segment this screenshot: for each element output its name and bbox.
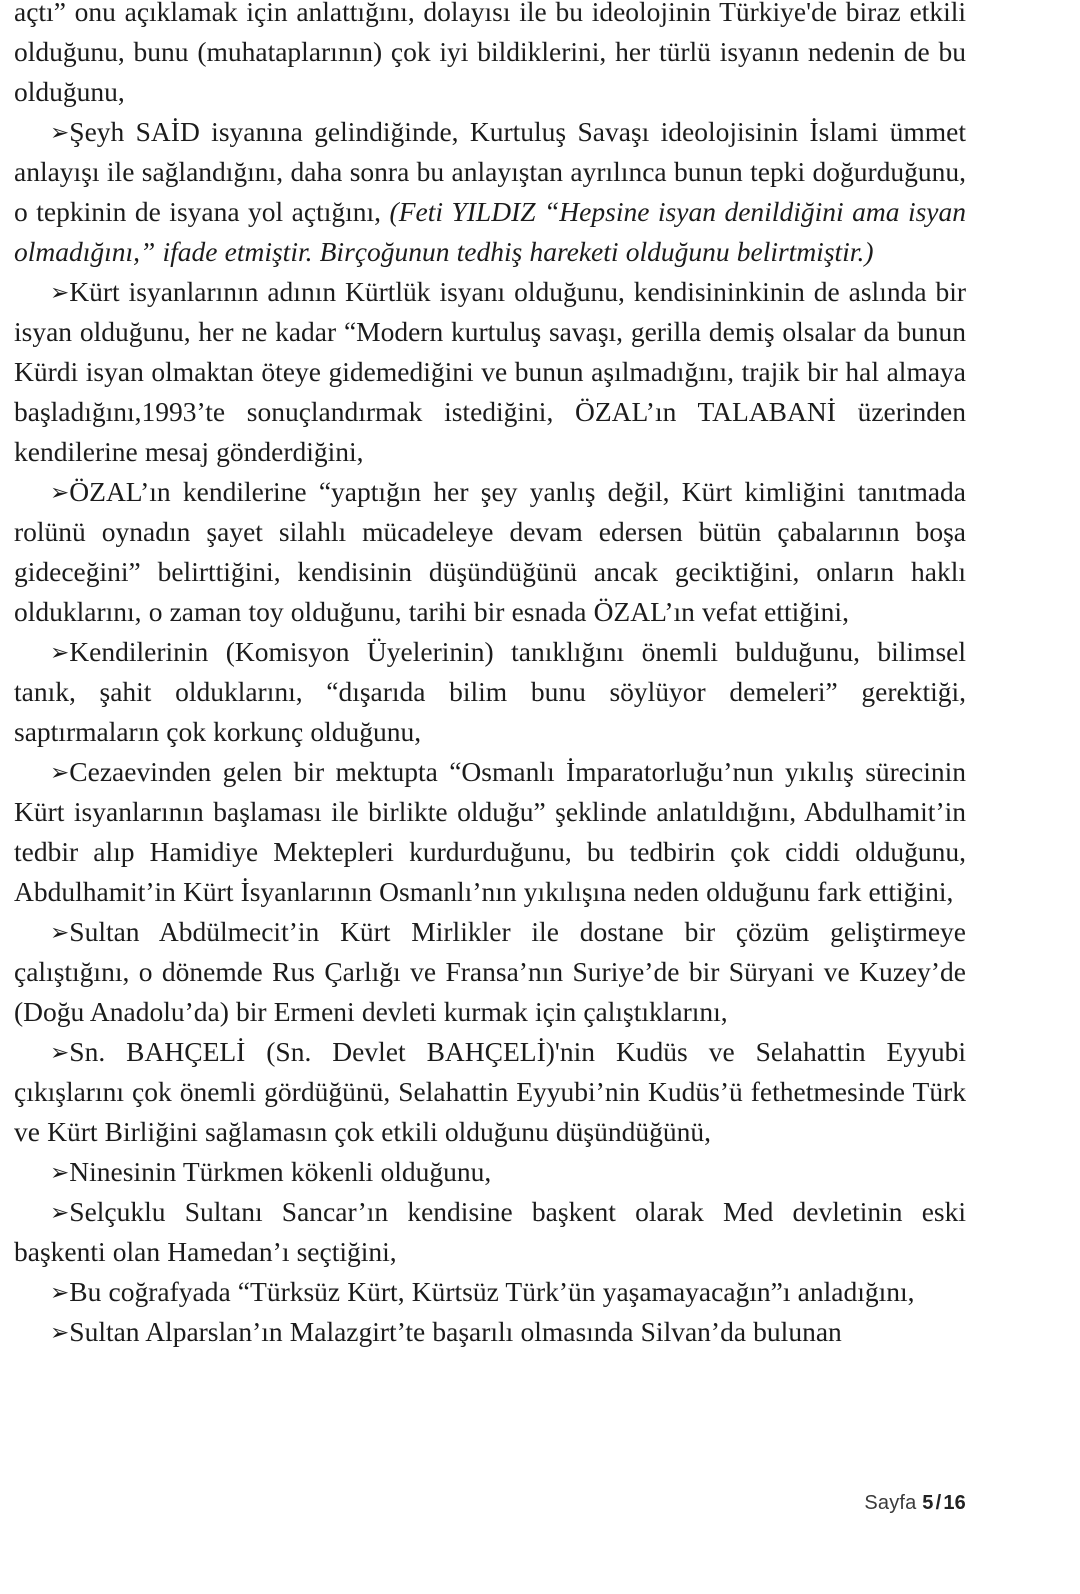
bullet-arrow-icon: ➢	[50, 120, 70, 146]
bullet-arrow-icon: ➢	[50, 1040, 70, 1066]
bullet-arrow-icon: ➢	[50, 640, 70, 666]
paragraph-text: Sn. BAHÇELİ (Sn. Devlet BAHÇELİ)'nin Kudüs ve Selahattin Eyyubi çıkışlarını çok önemli gördüğünü, Selahattin Eyyubi’nin Kudüs’ü fethetmesinde Türk ve Kürt Birliğini sağlamasın çok etkili olduğunu düşündüğünü,	[14, 1036, 966, 1147]
footer-label: Sayfa	[864, 1492, 917, 1514]
bullet-arrow-icon: ➢	[50, 280, 70, 306]
bullet-arrow-icon: ➢	[50, 760, 70, 786]
bullet-arrow-icon: ➢	[50, 480, 70, 506]
paragraph-kendilerinin	[14, 632, 966, 752]
paragraph-abdulmecit	[14, 912, 966, 1032]
paragraph-text: Sultan Alparslan’ın Malazgirt’te başarılı olmasında Silvan’da bulunan	[69, 1316, 842, 1347]
paragraph-text: Ninesinin Türkmen kökenli olduğunu,	[69, 1156, 492, 1187]
paragraph-text: Bu coğrafyada “Türksüz Kürt, Kürtsüz Türk’ün yaşamayacağın”ı anladığını,	[69, 1276, 915, 1307]
paragraph-text: ÖZAL’ın kendilerine “yaptığın her şey yanlış değil, Kürt kimliğini tanıtmada rolünü oynadın şayet silahlı mücadeleye devam edersen bütün çabalarının boşa gideceğini” belirttiğini, kendisinin düşündüğünü ancak geciktiğini, onların haklı olduklarını, o zaman toy olduğunu, tarihi bir esnada ÖZAL’ın vefat ettiğini,	[14, 476, 966, 627]
footer-current-page: 5	[922, 1492, 934, 1514]
bullet-arrow-icon: ➢	[50, 1200, 70, 1226]
footer-separator: /	[935, 1492, 942, 1514]
paragraph-ozal	[14, 472, 966, 632]
paragraph-seyh-said	[14, 112, 966, 272]
paragraph-text: Selçuklu Sultanı Sancar’ın kendisine başkent olarak Med devletinin eski başkenti olan Hamedan’ı seçtiğini,	[14, 1196, 966, 1267]
paragraph-continued-top: açtı” onu açıklamak için anlattığını, dolayısı ile bu ideolojinin Türkiye'de biraz etkili olduğunu, bunu (muhataplarının) çok iyi bildiklerini, her türlü isyanın nedenin de bu olduğunu,	[14, 0, 966, 107]
paragraph-alparslan	[14, 1312, 966, 1352]
paragraph-text: Kürt isyanlarının adının Kürtlük isyanı olduğunu, kendisininkinin de aslında bir isyan olduğunu, her ne kadar “Modern kurtuluş savaşı, gerilla demiş olsalar da bunun Kürdi isyan olmaktan öteye gidemediğini ve bunun aşılmadığını, trajik bir hal almaya başladığını,1993’te sonuçlandırmak istediğini, ÖZAL’ın TALABANİ üzerinden kendilerine mesaj gönderdiğini,	[14, 276, 966, 467]
document-text-column	[14, 0, 966, 1352]
paragraph-selcuklu	[14, 1192, 966, 1272]
page-footer	[14, 1492, 966, 1515]
paragraph-ninesinin	[14, 1152, 966, 1192]
bullet-arrow-icon: ➢	[50, 1160, 70, 1186]
paragraph-text: Şeyh SAİD isyanına gelindiğinde, Kurtuluş Savaşı ideolojisinin İslami ümmet anlayışı ile sağlandığını, daha sonra bu anlayıştan ayrılınca bunun tepki doğurduğunu, o tepkinin de isyana yol açtığını,	[14, 116, 966, 227]
paragraph-cografyada	[14, 1272, 966, 1312]
paragraph-text: Sultan Abdülmecit’in Kürt Mirlikler ile dostane bir çözüm geliştirmeye çalıştığını, o dönemde Rus Çarlığı ve Fransa’nın Suriye’de bir Süryani ve Kuzey’de (Doğu Anadolu’da) bir Ermeni devleti kurmak için çalıştıklarını,	[14, 916, 966, 1027]
paragraph-cezaevinden	[14, 752, 966, 912]
bullet-arrow-icon: ➢	[50, 1280, 70, 1306]
paragraph-kurt-isyanlari	[14, 272, 966, 472]
footer-total-pages: 16	[943, 1492, 966, 1514]
bullet-arrow-icon: ➢	[50, 1320, 70, 1346]
bullet-arrow-icon: ➢	[50, 920, 70, 946]
paragraph-text: Cezaevinden gelen bir mektupta “Osmanlı İmparatorluğu’nun yıkılış sürecinin Kürt isyanlarının başlaması ile birlikte olduğu” şeklinde anlatıldığını, Abdulhamit’in tedbir alıp Hamidiye Mektepleri kurdurduğunu, bu tedbirin çok ciddi olduğunu, Abdulhamit’in Kürt İsyanlarının Osmanlı’nın yıkılışına neden olduğunu fark ettiğini,	[14, 756, 966, 907]
paragraph-bahceli	[14, 1032, 966, 1152]
paragraph-text: Kendilerinin (Komisyon Üyelerinin) tanıklığını önemli bulduğunu, bilimsel tanık, şahit olduklarını, “dışarıda bilim bunu söylüyor demeleri” gerektiği, saptırmaların çok korkunç olduğunu,	[14, 636, 966, 747]
paragraph-italic-note: (Feti YILDIZ “Hepsine isyan denildiğini ama isyan olmadığını,” ifade etmiştir. Birçoğunun tedhiş hareketi olduğunu belirtmiştir.)	[14, 196, 966, 267]
